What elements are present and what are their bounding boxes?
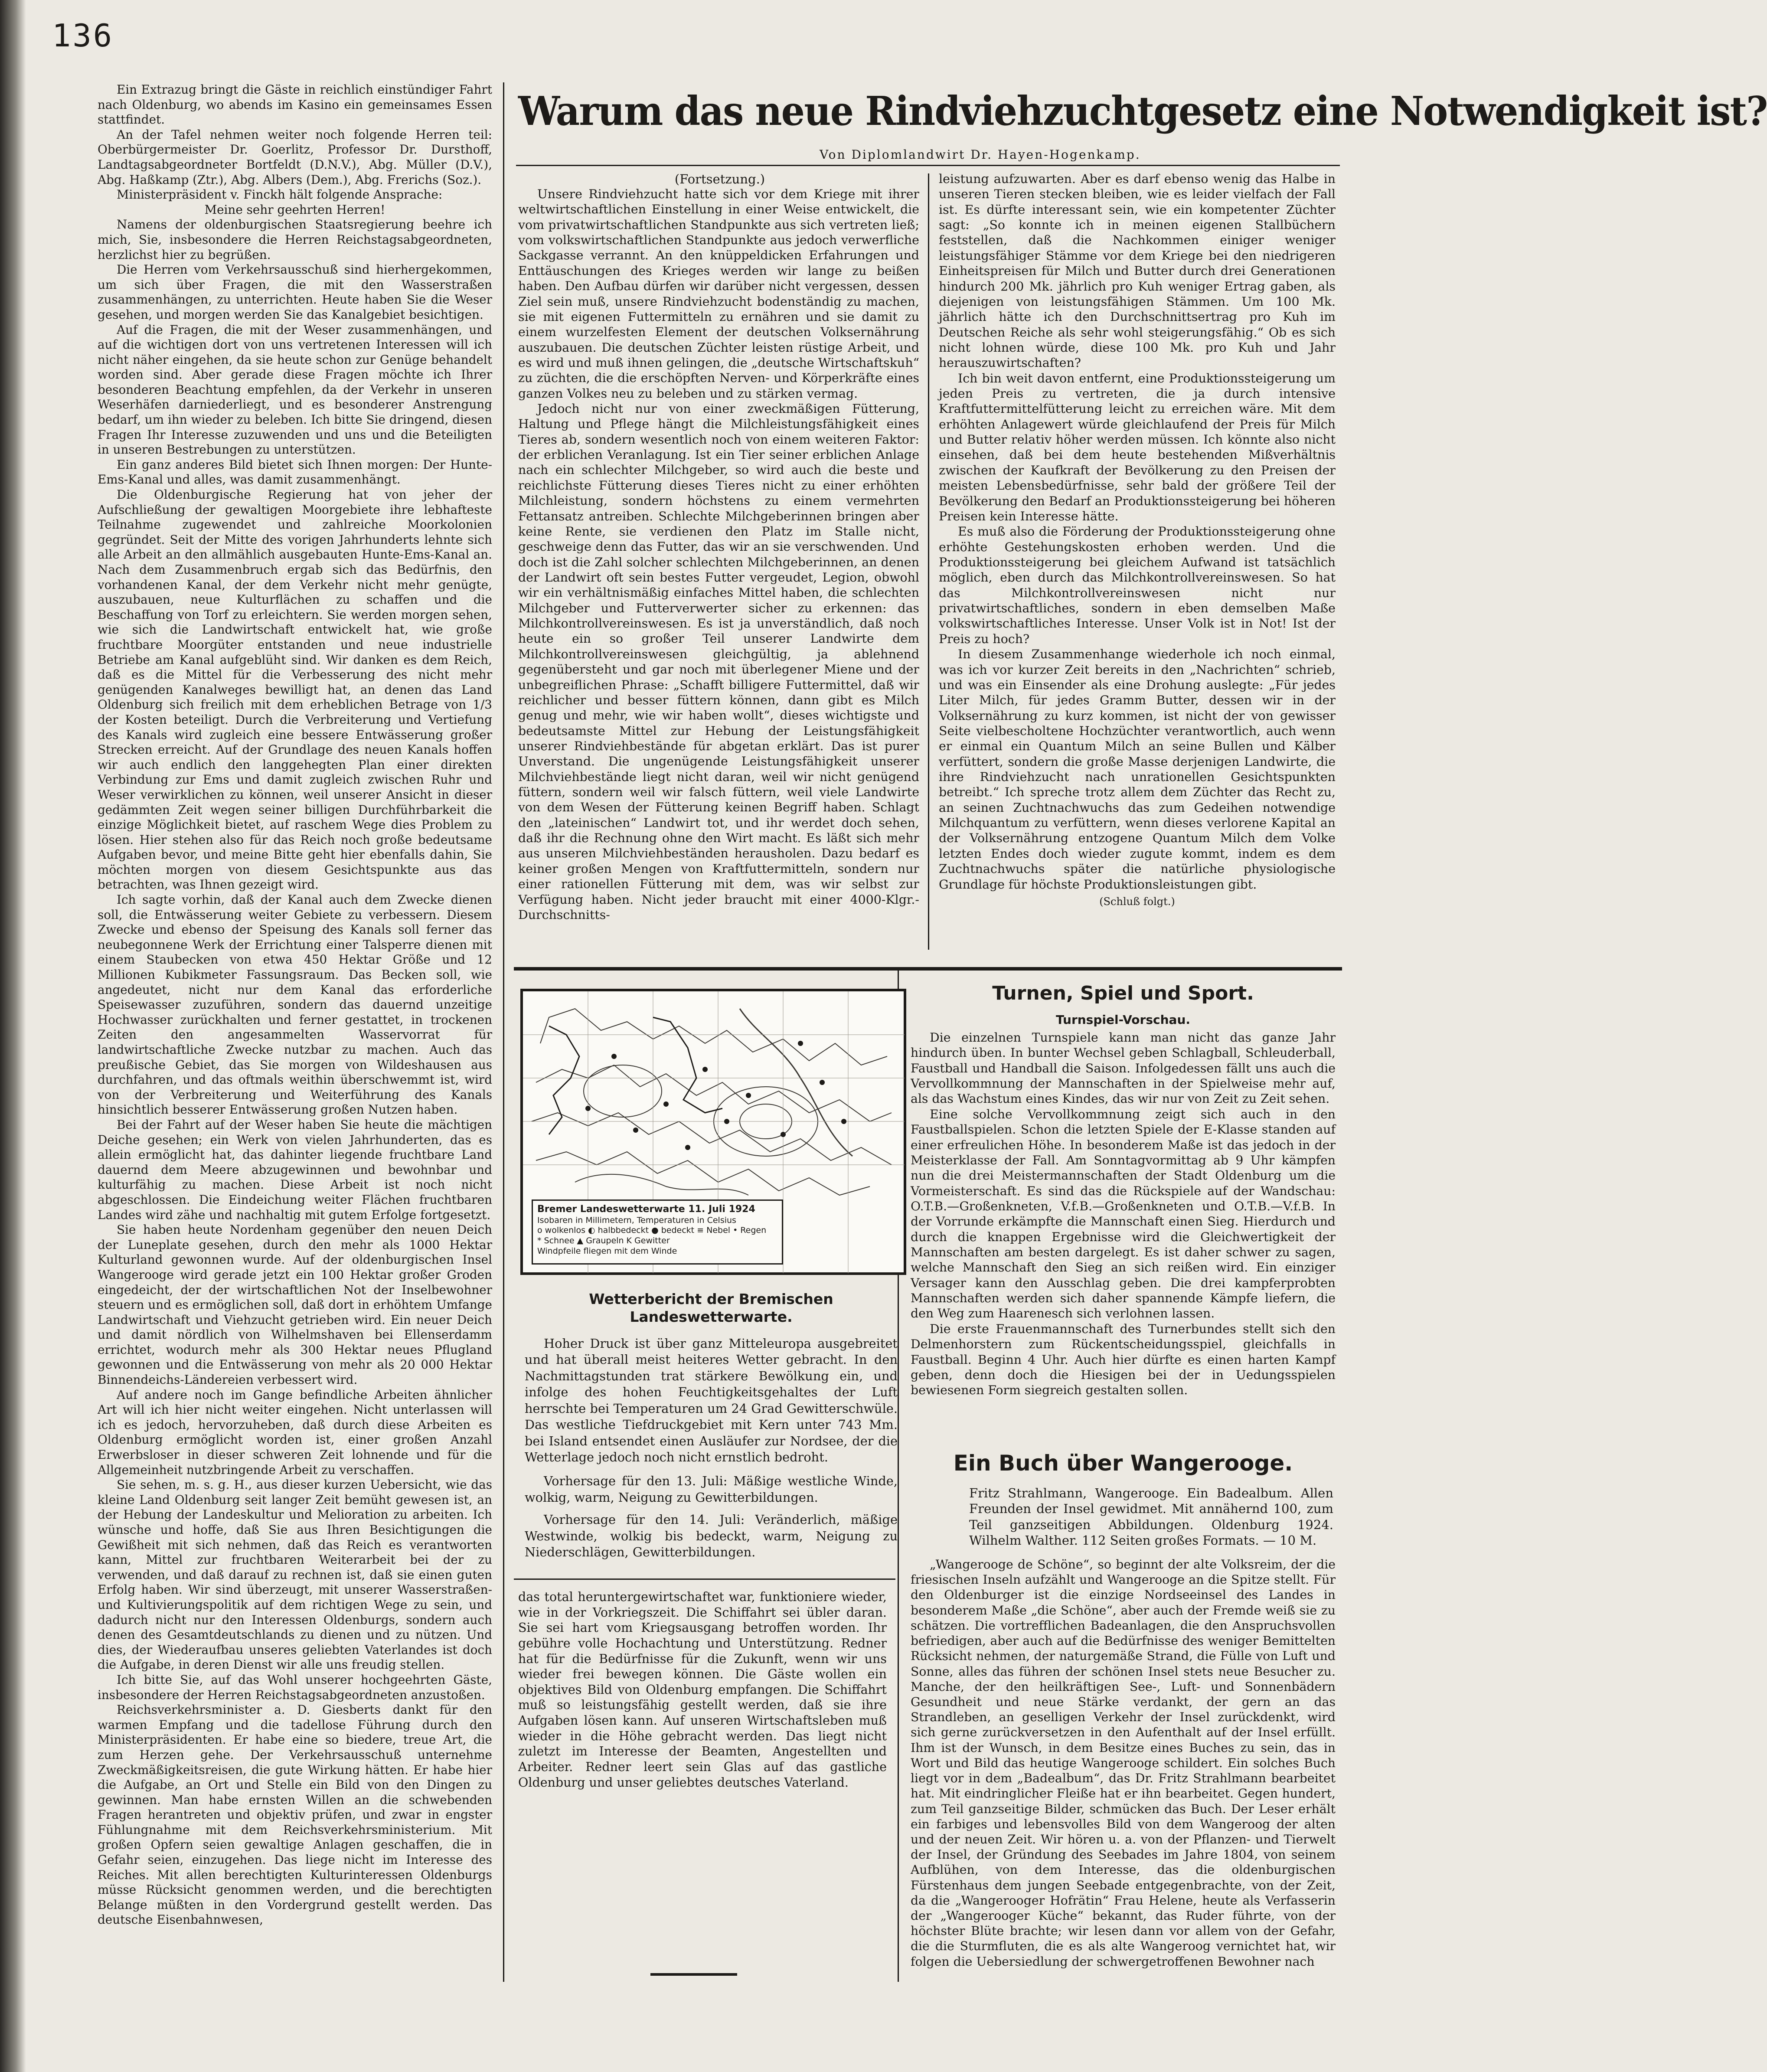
scan-edge-shadow: [0, 0, 26, 2072]
book-review-body: [911, 1557, 1336, 1969]
forecast-13-july: Vorhersage für den 13. Juli: Mäßige westliche Winde, wolkig, warm, Neigung zu Gewitterbildungen.: [525, 1474, 898, 1505]
article-continued-note: [520, 171, 919, 187]
paragraph: Reichsverkehrsminister a. D. Giesberts dankt für den warmen Empfang und die tadellose Führung durch den Ministerpräsidenten. Er habe eine so biedere, treue Art, die zum Herzen gehe. Der Verkehrsausschuß unternehme Zweckmäßigkeitsreisen, die gute Wirkung hätten. Er habe hier die Aufgabe, an Ort und Stelle ein Bild von den Dingen zu gewinnen. Man habe ernsten Willen an die schwebenden Fragen herantreten und objektiv prüfen, und zwar in engster Fühlungnahme mit dem Reichsverkehrsministerium. Mit großen Opfern seien gewaltige Anlagen geschaffen, die in Gefahr seien, einzugehen. Das liege nicht im Interesse des Reiches. Mit allen berechtigten Kulturinteressen Oldenburgs müsse Rücksicht genommen werden, und die berechtigten Belange müßten in den Vordergrund gestellt werden. Das deutsche Eisenbahnwesen,: [98, 1703, 492, 1927]
paragraph: Auf andere noch im Gange befindliche Arbeiten ähnlicher Art will ich hier nicht weiter eingehen. Nicht unterlassen will ich es jedoch, hervorzuheben, daß durch diese Arbeiten es Oldenburg ermöglicht worden ist, einer großen Anzahl Erwerbsloser in dieser schweren Zeit lohnende und für die Allgemeinheit nutzbringende Arbeit zu verschaffen.: [98, 1387, 492, 1477]
end-mark-rule: [650, 1973, 737, 1976]
weather-map-legend: [532, 1199, 783, 1265]
sport-section-subtitle: Turnspiel-Vorschau.: [1055, 1013, 1191, 1027]
weather-map: [520, 989, 906, 1275]
paragraph: das total heruntergewirtschaftet war, funktioniere wieder, wie in der Vorkriegszeit. Die Schiffahrt sei übler daran. Sie sei hart vom Kriegsausgang betroffen worden. Ihr gebühre volle Hochachtung und Unterstützung. Redner hat für die Bedürfnisse für die Zukunft, wenn wir uns wieder frei bewegen können. Die Gäste wollen ein objektives Bild von Oldenburg empfangen. Die Schiffahrt muß so leistungsfähig gestellt werden, daß sie ihre Aufgaben lösen kann. Auf unseren Wirtschaftsleben muß wieder in die Höhe gebracht werden. Das liegt nicht zuletzt im Interesse der Beamten, Angestellten und Arbeiter. Redner leert sein Glas auf das gastliche Oldenburg und unser geliebtes deutsches Vaterland.: [518, 1590, 887, 1790]
sport-section-title: Turnen, Spiel und Sport.: [992, 982, 1254, 1004]
paragraph: Auf die Fragen, die mit der Weser zusammenhängen, und auf die wichtigen dort von uns vertretenen Interessen will ich nicht näher eingehen, da sie heute schon zur Genüge behandelt worden sind. Aber gerade diese Fragen möchte ich Ihrer besonderen Beachtung empfehlen, da der Verkehr in unseren Weserhäfen darniederliegt, und es besonderer Anstrengung bedarf, um ihn wieder zu beleben. Ich bitte Sie dringend, diesen Fragen Ihr Interesse zuzuwenden und uns und die Beteiligten in unseren Bestrebungen zu unterstützen.: [98, 322, 492, 457]
paragraph: Sie haben heute Nordenham gegenüber den neuen Deich der Luneplate gesehen, durch den mehr als 1000 Hektar Kulturland gewonnen wurde. Auf der oldenburgischen Insel Wangerooge wird gerade jetzt ein 100 Hektar großer Groden eingedeicht, der der wirtschaftlichen Not der Inselbewohner steuern und es ermöglichen soll, daß dort in erhöhtem Umfange Landwirtschaft und Viehzucht getrieben wird. Ein neuer Deich und damit nördlich von Wilhelmshaven bei Ellenserdamm errichtet, wodurch mehr als 300 Hektar neues Pflugland gewonnen und die Entwässerung von mehr als 20 000 Hektar Binnendeichs-Ländereien verbessert wird.: [98, 1222, 492, 1387]
paragraph: Die Herren vom Verkehrsausschuß sind hierhergekommen, um sich über Fragen, die mit den Wasserstraßen zusammenhängen, zu unterrichten. Heute haben Sie die Weser gesehen, und morgen werden Sie das Kanalgebiet besichtigen.: [98, 262, 492, 322]
book-citation: Fritz Strahlmann, Wangerooge. Ein Badealbum. Allen Freunden der Insel gewidmet. Mit annähernd 100, zum Teil ganzseitigen Abbildungen. Oldenburg 1924. Wilhelm Walther. 112 Seiten großes Formats. — 10 M.: [969, 1486, 1333, 1548]
map-legend-line: Isobaren in Millimetern, Temperaturen in Celsius: [537, 1215, 736, 1225]
paragraph: Ich sagte vorhin, daß der Kanal auch dem Zwecke dienen soll, die Entwässerung weiter Gebiete zu verbessern. Diesem Zwecke und ebenso der Speisung des Kanals soll ferner das neubegonnene Werk der Errichtung einer Talsperre dienen mit einem Staubecken von etwa 450 Hektar Größe und 12 Millionen Kubikmeter Fassungsraum. Das Becken soll, wie angedeutet, nicht nur dem Kanal das erforderliche Speisewasser zuzuführen, sondern das dauernd unzeitige Hochwasser zurückhalten und ferner gestattet, in trockenen Zeiten den angesammelten Wasservorrat für landwirtschaftliche Zwecke nutzbar zu machen. Auch das preußische Gebiet, das Sie morgen von Wildeshausen aus durchfahren, und das oftmals weithin überschwemmt ist, wird von der Verbreiterung und Weiterführung des Kanals hinsichtlich besserer Entwässerung großen Nutzen haben.: [98, 892, 492, 1117]
article-headline: Warum das neue Rindviehzuchtgesetz eine Notwendigkeit ist?: [518, 88, 1767, 134]
paragraph: Eine solche Vervollkommnung zeigt sich auch in den Faustballspielen. Schon die letzten Spiele der E-Klasse standen auf einer erfreulichen Höhe. In besonderem Maße ist das jedoch in der Meisterklasse der Fall. Am Sonntagvormittag ab 9 Uhr kämpfen nun die drei Meistermannschaften der Stadt Oldenburg um die Vormeisterschaft. Es sind das die Rückspiele auf der Wandschau: O.T.B.—Großenkneten, V.f.B.—Großenkneten und O.T.B.—V.f.B. In der Vorrunde erkämpfte die Mannschaft einen Sieg. Hierdurch und durch die knappen Ergebnisse wird die Gleichwertigkeit der Mannschaften am besten dargelegt. Es ist daher schwer zu sagen, welche Mannschaft den Sieg an sich reißen wird. Ein einziger Versager kann den Ausschlag geben. Die drei kampferprobten Mannschaften werden sich daher spannende Kämpfe liefern, die den Weg zum Haarenesch sich verlohnen lassen.: [911, 1107, 1336, 1321]
paragraph: An der Tafel nehmen weiter noch folgende Herren teil: Oberbürgermeister Dr. Goerlitz, Professor Dr. Dursthoff, Landtagsabgeordneter Bortfeldt (D.N.V.), Abg. Müller (D.V.), Abg. Haßkamp (Ztr.), Abg. Albers (Dem.), Abg. Frerichs (Soz.).: [98, 127, 492, 187]
page-number: 136: [52, 17, 114, 54]
paragraph: Die einzelnen Turnspiele kann man nicht das ganze Jahr hindurch üben. In bunter Wechsel geben Schlagball, Schleuderball, Faustball und Handball die Saison. Infolgedessen fällt uns auch die Vervollkommnung der Mannschaften in der Spielweise mehr auf, als das Wachstum eines Kindes, das wir nur von Zeit zu Zeit sehen.: [911, 1030, 1336, 1106]
left-column-speech: [98, 82, 492, 1928]
paragraph: Ich bin weit davon entfernt, eine Produktionssteigerung um jeden Preis zu vertreten, die ja durch intensive Kraftfuttermittelfütterung leicht zu erreichen wäre. Mit dem erhöhten Anlagewert würde gleichlaufend der Preis für Milch und Butter relativ höher werden müssen. Ich könnte also nicht einsehen, daß bei dem heute bestehenden Mißverhältnis zwischen der Kaufkraft der Bevölkerung zu den Preisen der meisten Lebensbedürfnisse, sehr bald der größere Teil der Bevölkerung den Bedarf an Produktionssteigerung bei höheren Preisen kein Interesse hätte.: [939, 371, 1336, 523]
column-rule-left: [503, 82, 504, 1982]
paragraph: Bei der Fahrt auf der Weser haben Sie heute die mächtigen Deiche gesehen; ein Werk von vielen Jahrhunderten, das es allein ermöglicht hat, das dahinter liegende fruchtbare Land dauernd dem Meere abzugewinnen und bewohnbar und kulturfähig zu machen. Diese Arbeit ist noch nicht abgeschlossen. Die Eindeichung weiter Flächen fruchtbaren Landes wird zähe und nachhaltig mit gutem Erfolge fortgesetzt.: [98, 1117, 492, 1222]
map-legend-line: o wolkenlos ◐ halbbedeckt ● bedeckt ≡ Nebel • Regen: [537, 1226, 767, 1235]
paragraph: Jedoch nicht nur von einer zweckmäßigen Fütterung, Haltung und Pflege hängt die Milchleistungsfähigkeit eines Tieres ab, sondern wesentlich noch von einem weiteren Faktor: der erblichen Veranlagung. Ist ein Tier seiner erblichen Anlage nach ein schlechter Milchgeber, so wird auch die beste und reichlichste Fütterung dieses Tieres nicht zu einer erhöhten Milchleistung, sondern höchstens zu einem vermehrten Fettansatz antreiben. Schlechte Milchgeberinnen bringen aber keine Rente, sie verdienen den Platz im Stalle nicht, geschweige denn das Futter, das wir an sie verschwenden. Und doch ist die Zahl solcher schlechten Milchgeberinnen, an denen der Landwirt oft sein bestes Futter vergeudet, Legion, obwohl wir ein verhältnismäßig einfaches Mittel haben, die schlechten Milchgeber und Futterverwerter sicher zu erkennen: das Milchkontrollvereinswesen. Es ist ja unverständlich, daß noch heute ein so großer Teil unserer Landwirte dem Milchkontrollvereinswesen gleichgültig, ja ablehnend gegenübersteht und gar noch mit überlegener Miene und der unbegreiflichen Phrase: „Schafft billigere Futtermittel, daß wir reichlicher und besser füttern können, dann gibt es Milch genug und mehr, wie wir haben wollt“, dieses wichtigste und bedeutsamste Mittel zur Hebung der Leistungsfähigkeit unserer Rindviehbestände für abgetan erklärt. Das ist purer Unverstand. Die ungenügende Leistungsfähigkeit unserer Milchviehbestände liegt nicht daran, weil wir nicht genügend füttern, sondern weil wir falsch füttern, weil viele Landwirte von dem Wesen der Fütterung keinen Begriff haben. Schlagt den „lateinischen“ Landwirt tot, und ihr werdet doch sehen, daß ihr die Rechnung ohne den Wirt macht. Es läßt sich mehr aus unseren Milchviehbeständen herausholen. Dazu bedarf es keiner großen Mengen von Kraftfuttermitteln, sondern nur einer rationellen Fütterung mit dem, was wir selbst zur Verfügung haben. Nicht jeder braucht mit einer 4000-Klgr.-Durchschnitts-: [518, 402, 919, 922]
continued-label: (Fortsetzung.): [674, 172, 765, 186]
book-review-text: „Wangerooge de Schöne“, so beginnt der alte Volksreim, der die friesischen Inseln aufzählt und Wangerooge an die Spitze stellt. Für den Oldenburger ist die einzige Nordseeinsel des Landes in besonderem Maße „die Schöne“, aber auch der Fremde weiß sie zu schätzen. Die vortrefflichen Badeanlagen, die den Anspruchsvollen befriedigen, aber auch auf die Bedürfnisse des weniger Bemittelten Rücksicht nehmen, der naturgemäße Strand, die Fülle von Luft und Sonne, alles das führen der schönen Insel stets neue Besucher zu. Manche, der den heilkräftigen See-, Luft- und Sonnenbädern Gesundheit und neue Stärke verdankt, der gern an das Strandleben, an geselligen Verkehr der Insel zurückdenkt, wird sich gerne zurückversetzen in den Aufenthalt auf der Insel erfüllt. Ihm ist der Wunsch, in dem Besitze eines Buches zu sein, das in Wort und Bild das heutige Wangerooge schildert. Ein solches Buch liegt vor in dem „Badealbum“, das Dr. Fritz Strahlmann bearbeitet hat. Mit eindringlicher Fleiße hat er ihn bearbeitet. Gegen hundert, zum Teil ganzseitige Bilder, schmücken das Buch. Der Leser erhält ein farbiges und lebensvolles Bild von dem Wangeroog der alten und der neuen Zeit. Wir hören u. a. von der Pflanzen- und Tierwelt der Insel, der Gründung des Seebades im Jahre 1804, von seinem Aufblühen, von dem Interesse, das die oldenburgischen Fürstenhaus dem jungen Seebade entgegenbrachte, von der Zeit, da die „Wangerooger Hofrätin“ Frau Helene, heute als Verfasserin der „Wangerooger Küche“ bekannt, das Ruder führte, von der höchster Blüte brachte; wir lesen dann vor allem von der Gefahr, die die Sturmfluten, die es als alte Wangeroog vernichtet hat, wir folgen die Uebersiedlung der schwergetroffenen Bewohner nach: [911, 1557, 1336, 1969]
paragraph: Ich bitte Sie, auf das Wohl unserer hochgeehrten Gäste, insbesondere der Herren Reichstagsabgeordneten anzustoßen.: [98, 1672, 492, 1702]
headline-rule: [516, 165, 1340, 166]
sport-articles: [911, 1030, 1336, 1398]
paragraph: In diesem Zusammenhange wiederhole ich noch einmal, was ich vor kurzer Zeit bereits in den „Nachrichten“ schrieb, und was ein Einsender als eine Drohung auslegte: „Für jedes Liter Milch, für jedes Gramm Butter, dessen wir in der Volksernährung zu kurz kommen, ist nicht der von gewisser Seite vielbescholtene Hochzüchter verantwortlich, auch wenn er einmal ein Quantum Milch an seine Bullen und Kälber verfüttert, sondern die große Masse derjenigen Landwirte, die ihre Rindviehzucht nach unrationellen Gesichtspunkten betreibt.“ Ich spreche trotz allem dem Züchter das Recht zu, an seinen Zuchtnachwuchs das zum Gedeihen notwendige Milchquantum zu verfüttern, wenn dieses verlorene Kapital an der Volksernährung entzogene Quantum Milch dem Volke letzten Endes doch wieder zugute kommt, indem es dem Zuchtnachwuchs später die natürliche physiologische Grundlage für höchste Produktionsleistungen gibt.: [939, 647, 1336, 892]
paragraph: Ein Extrazug bringt die Gäste in reichlich einstündiger Fahrt nach Oldenburg, wo abends im Kasino ein gemeinsames Essen stattfindet.: [98, 82, 492, 127]
to-be-continued-note: (Schluß folgt.): [1099, 895, 1175, 908]
paragraph: Die Oldenburgische Regierung hat von jeher der Aufschließung der gewaltigen Moorgebiete ihre lebhafteste Teilnahme zugewendet und zahlreiche Moorkolonien gegründet. Seit der Mitte des vorigen Jahrhunderts lehnte sich alle Arbeit an den allmählich ausgebauten Hunte-Ems-Kanal an. Nach dem Zusammenbruch ergab sich das Bedürfnis, den vorhandenen Kanal, der dem Verkehr nicht mehr genügte, auszubauen, neue Kulturflächen zu schaffen und die Beschaffung von Torf zu erleichtern. Sie werden morgen sehen, wie sich die Landwirtschaft entwickelt hat, wie große fruchtbare Moorgüter entstanden und neue industrielle Betriebe am Kanal aufgeblüht sind. Wir danken es dem Reich, daß es die Mittel für die Verbesserung des nicht mehr genügenden Kanalweges bewilligt hat, an denen das Land Oldenburg sich freilich mit dem erheblichen Betrage von 1/3 der Kosten beteiligt. Durch die Verbreiterung und Vertiefung des Kanals wird zugleich eine bessere Entwässerung großer Strecken erreicht. Auf der Grundlage des neuen Kanals hoffen wir auch endlich den langgehegten Plan einer direkten Verbindung zur Ems und damit zugleich zwischen Ruhr und Weser verwirklichen zu können, weil unserer Ansicht in dieser gedämmten Zeit wegen seiner billigen Durchführbarkeit die einzige Möglichkeit bietet, auf raschem Wege dies Problem zu lösen. Hier stehen also für das Reich noch große bedeutsame Aufgaben bevor, und meine Bitte geht hier ebenfalls dahin, Sie möchten morgen von diesem Gesichtspunkte aus das betrachten, was Ihnen gezeigt wird.: [98, 487, 492, 892]
paragraph: leistung aufzuwarten. Aber es darf ebenso wenig das Halbe in unseren Tieren stecken bleiben, wie es leider vielfach der Fall ist. Es dürfte interessant sein, wie ein kompetenter Züchter sagt: „So konnte ich in meinen eigenen Stallbüchern feststellen, daß die Nachkommen einiger weniger leistungsfähiger Stämme vor dem Kriege bei den niedrigeren Einheitspreisen für Milch und Butter durch drei Generationen hindurch 200 Mk. jährlich pro Kuh weniger Ertrag gaben, als diejenigen von leistungsfähigen Stämmen. Um 100 Mk. jährlich hätte ich den Durchschnittsertrag pro Kuh im Deutschen Reiche als sehr wohl steigerungsfähig.“ Ob es sich nicht lohnen würde, diese 100 Mk. pro Kuh und Jahr herauszuwirtschaften?: [939, 172, 1336, 370]
section-rule: [514, 967, 1342, 971]
paragraph: Die erste Frauenmannschaft des Turnerbundes stellt sich den Delmenhorstern zum Rückentscheidungsspiel, gleichfalls in Faustball. Beginn 4 Uhr. Auch hier dürfte es einen harten Kampf geben, denn doch die Hiesigen bei der in Uedungsspielen bewiesenen Form siegreich gestalten sollen.: [911, 1321, 1336, 1398]
paragraph: Es muß also die Förderung der Produktionssteigerung ohne erhöhte Gestehungskosten erhoben werden. Und die Produktionssteigerung bei gleichem Aufwand ist tatsächlich möglich, eben durch das Milchkontrollvereinswesen. So hat das Milchkontrollvereinswesen nicht nur privatwirtschaftliches, sondern in eben demselben Maße volkswirtschaftliches Interesse. Unser Volk ist in Not! Ist der Preis zu hoch?: [939, 524, 1336, 646]
speech-continuation: [518, 1589, 887, 1790]
weather-report-body: [525, 1336, 898, 1560]
map-legend-line: Windpfeile fliegen mit dem Winde: [537, 1246, 677, 1256]
column-rule-center: [928, 173, 929, 950]
weather-end-rule: [514, 1579, 895, 1580]
map-legend-title: Bremer Landeswetterwarte 11. Juli 1924: [537, 1204, 755, 1215]
paragraph: Ein ganz anderes Bild bietet sich Ihnen morgen: Der Hunte-Ems-Kanal und alles, was damit zusammenhängt.: [98, 457, 492, 487]
weather-report-title: Wetterbericht der Bremischen Landeswetterwarte.: [589, 1291, 833, 1326]
article-column-1: [518, 186, 919, 922]
paragraph: Unsere Rindviehzucht hatte sich vor dem Kriege mit ihrer weltwirtschaftlichen Einstellung in einer Weise entwickelt, die vom privatwirtschaftlichen Standpunkte aus sich vertreten ließ; vom volkswirtschaftlichen Standpunkte aus jedoch verwerfliche Sackgasse verrannt. An den knüppeldicken Erfahrungen und Enttäuschungen des Krieges werden wir lange zu beißen haben. Den Aufbau dürfen wir darüber nicht vergessen, dessen Ziel sein muß, unsere Rindviehzucht bodenständig zu machen, sie mit eigenen Futtermitteln zu ernähren und sie damit zu einem wurzelfesten Element der deutschen Volksernährung auszubauen. Die deutschen Züchter leisten rüstige Arbeit, und es wird und muß ihnen gelingen, die „deutsche Wirtschaftskuh“ zu züchten, die die erschöpften Nerven- und Körperkräfte eines ganzen Volkes neu zu beleben und zu stärken vermag.: [518, 187, 919, 401]
article-column-2: [939, 171, 1336, 909]
forecast-14-july: Vorhersage für den 14. Juli: Veränderlich, mäßige Westwinde, wolkig bis bedeckt, warm, Neigung zu Niederschlägen, Gewitterbildungen.: [525, 1512, 898, 1560]
paragraph: Namens der oldenburgischen Staatsregierung beehre ich mich, Sie, insbesondere die Herren Reichstagsabgeordneten, herzlichst hier zu begrüßen.: [98, 217, 492, 262]
paragraph: Meine sehr geehrten Herren!: [204, 202, 385, 217]
book-review-title: Ein Buch über Wangerooge.: [953, 1451, 1293, 1476]
article-byline: Von Diplomlandwirt Dr. Hayen-Hogenkamp.: [820, 147, 1141, 162]
map-legend-line: * Schnee ▲ Graupeln K Gewitter: [537, 1236, 670, 1245]
book-citation-block: [969, 1485, 1333, 1548]
paragraph: Sie sehen, m. s. g. H., aus dieser kurzen Uebersicht, wie das kleine Land Oldenburg seit langer Zeit bemüht gewesen ist, an der Hebung der Landeskultur und Melioration zu arbeiten. Ich wünsche und hoffe, daß Sie aus Ihren Besichtigungen die Gewißheit mit sich nehmen, daß das Reich es verantworten kann, Mittel zur fruchtbaren Weiterarbeit bei der zu verwenden, und daß darauf zu rechnen ist, daß sie einen guten Erfolg haben. Wir sind überzeugt, mit unserer Wasserstraßen- und Kultivierungspolitik auf dem richtigen Wege zu sein, und dadurch nicht nur den Interessen Oldenburgs, sondern auch denen des Gesamtdeutschlands zu dienen und zu nützen. Und dies, der Wiederaufbau unseres geliebten Vaterlandes ist doch die Aufgabe, in deren Dienst wir alle uns freudig stellen.: [98, 1477, 492, 1672]
weather-report-text: Hoher Druck ist über ganz Mitteleuropa ausgebreitet und hat überall meist heiteres Wetter gebracht. In den Nachmittagstunden trat stärkere Bewölkung ein, und infolge des hohen Feuchtigkeitsgehaltes der Luft herrschte bei Temperaturen um 24 Grad Gewitterschwüle. Das westliche Tiefdruckgebiet mit Kern unter 743 Mm. bei Island entsendet einen Ausläufer zur Nordsee, der die Wetterlage jedoch noch nicht ernstlich bedroht.: [525, 1336, 898, 1464]
paragraph: Ministerpräsident v. Finckh hält folgende Ansprache:: [117, 187, 443, 202]
